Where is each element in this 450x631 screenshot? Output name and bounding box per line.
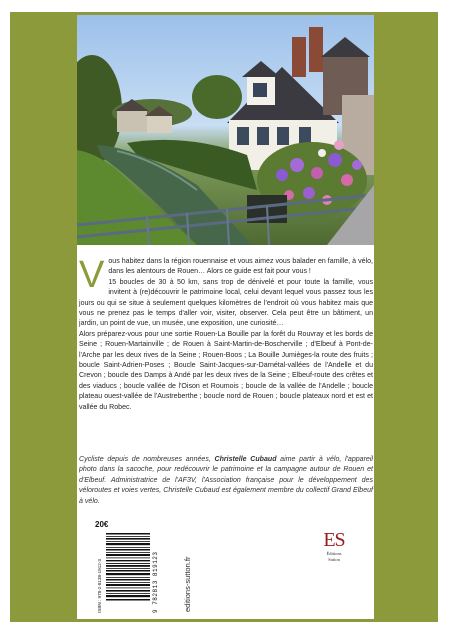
publisher-logo [316, 529, 352, 587]
publisher-website: editions-sutton.fr [183, 556, 192, 612]
author-bio [79, 455, 373, 507]
publisher-logo-mark: ES [323, 529, 345, 551]
back-cover-page [77, 15, 374, 619]
ean-digits: 9 782813 819123 [152, 551, 159, 613]
barcode-icon [106, 533, 150, 601]
publisher-name-line-1: Éditions [326, 551, 342, 556]
publisher-name-line-2: Sutton [328, 556, 340, 562]
author-bio-end: aime partir à vélo, l'appareil photo dans la sacoche, pour redécouvrir le patrimoine et la campagne autour de Rouen et d'Elbeuf. Administratrice de l'AF3V, l'Association française pour le développement des véloroutes et voies vertes, Christelle Cubaud est également membre du collectif Grand Elbeuf à vélo. [79, 456, 373, 505]
isbn-text: ISBN : 978-2-8138-1912-3 [97, 559, 102, 613]
intro-paragraph-2: 15 boucles de 30 à 50 km, sans trop de dénivelé et pour toute la famille, vous invitent à (re)découvrir le patrimoine local, celui devant lequel vous passez tous les jours ou qui se situe à seulement quelques kilomètres de l'endroit où vous habitez mais que vous ne prenez pas le temps d'aller voir, visiter, observer. Cela peut être un bâtiment, un jardin, un point de vue, un musée, une exposition, une curiosité… [79, 278, 373, 328]
intro-text [79, 254, 373, 413]
intro-paragraph-1: ous habitez dans la région rouennaise et vous aimez vous balader en famille, à vélo, dans les alentours de Rouen… Alors ce guide est fait pour vous ! [108, 258, 373, 276]
author-name: Christelle Cubaud [214, 456, 277, 463]
intro-paragraph-3: Alors préparez-vous pour une sortie Rouen-La Bouille par la forêt du Rouvray et les bords de Seine ; Rouen-Martainville ; de Rouen à Saint-Martin-de-Boscherville ; d'Elbeuf à Pont-de-l'Arche par les deux rives de la Seine ; Rouen-Boos ; La Bouille Jumièges-la route des fruits ; boucle Saint-Adrien-Poses ; Boucle Saint-Jacques-sur-Darnétal-vallées de l'Andelle et du Crevon ; boucle des Damps à Andé par les deux rives de la Seine ; Elbeuf-route des crêtes et des viaducs ; boucle vallée de l'Oison et Roumois ; boucle de la vallée de l'Andelle ; boucle plateau ouest-vallée de l'Austreberthe ; boucle nord de Rouen ; boucle plateaux nord et est et vallée du Robec. [79, 330, 373, 411]
author-bio-start: Cycliste depuis de nombreuses années, [79, 456, 215, 463]
dropcap-letter: V [79, 254, 105, 296]
price-label: 20€ [95, 520, 109, 529]
cover-photo-river-village [77, 15, 374, 245]
